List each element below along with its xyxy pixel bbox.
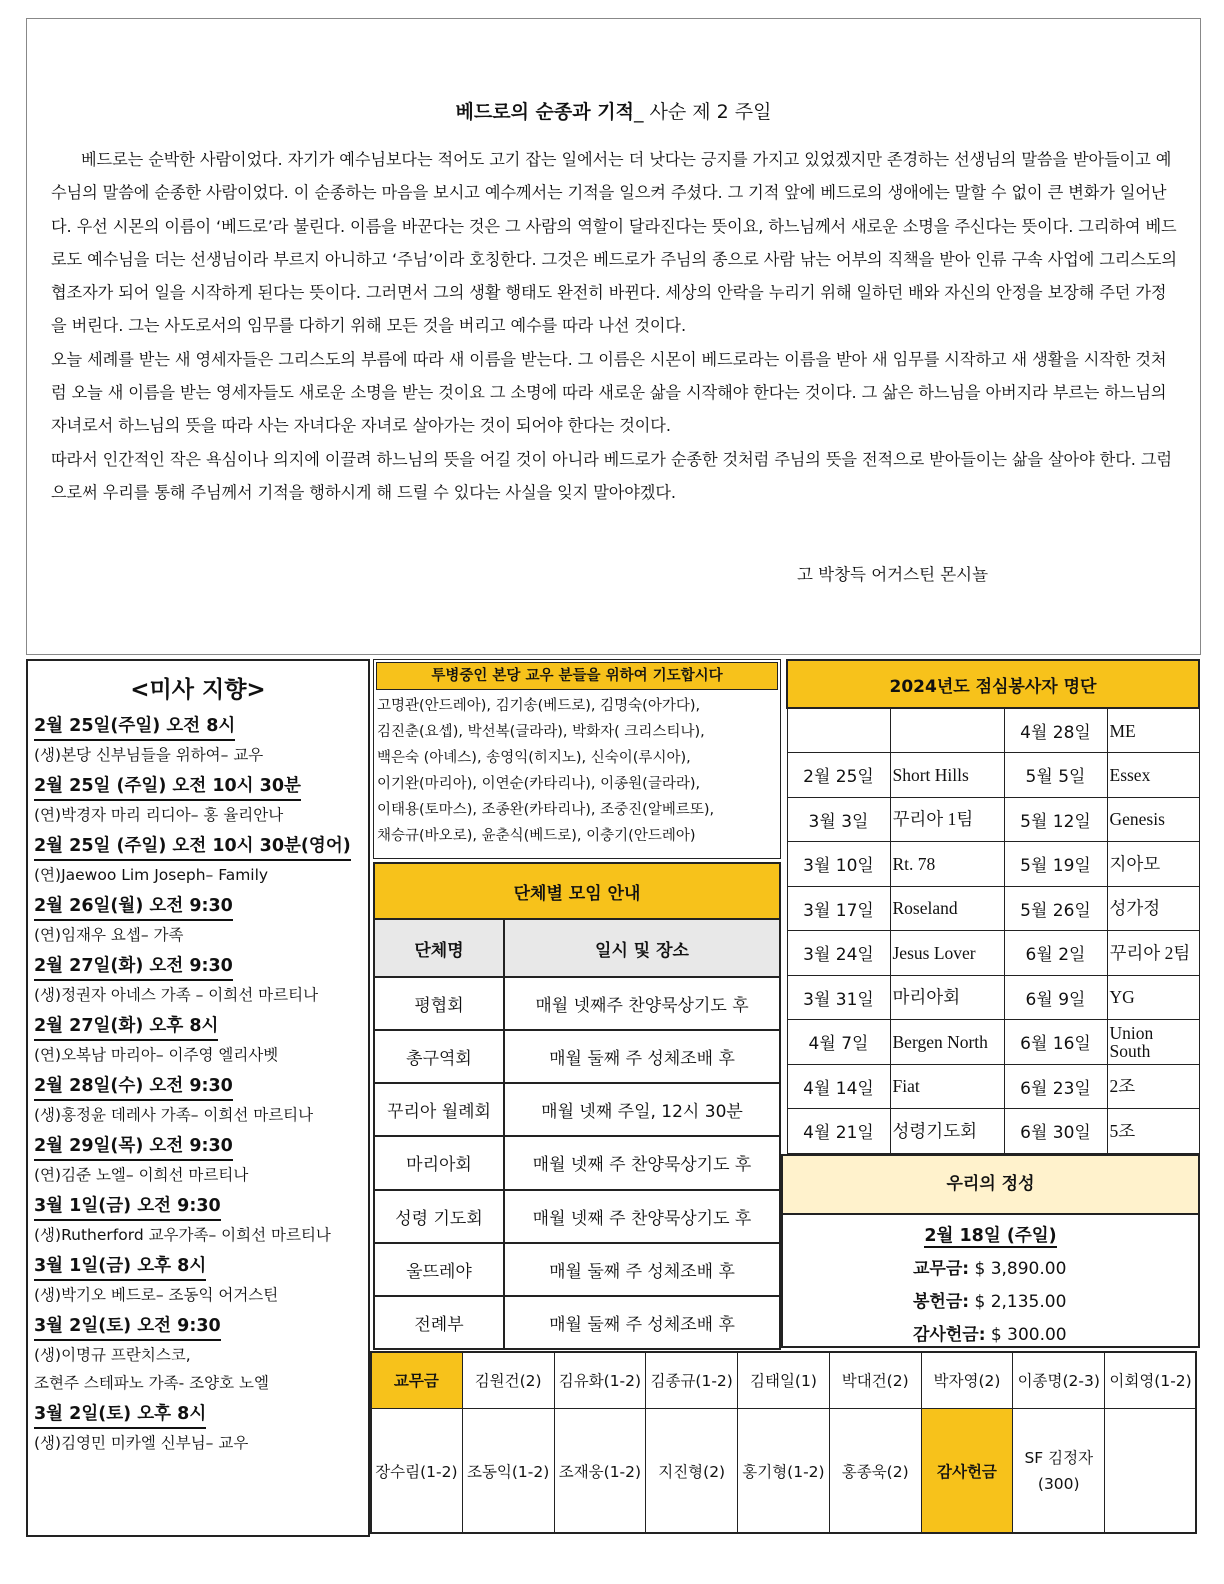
groups-col-name: 단체명 <box>374 919 504 977</box>
lunch-team: Genesis <box>1107 797 1199 842</box>
offering-value: $ 300.00 <box>990 1325 1067 1345</box>
lunch-date <box>787 708 890 753</box>
donor-cell: 김유화(1-2) <box>554 1352 646 1409</box>
mass-intention: (생)Rutherford 교우가족– 이희선 마르티나 <box>34 1226 331 1244</box>
lunch-team: Roseland <box>890 886 1004 931</box>
mass-intention: (생)박기오 베드로– 조동익 어거스틴 <box>34 1286 279 1304</box>
reflection-author: 고 박창득 어거스틴 몬시뇰 <box>797 565 989 584</box>
mass-entry <box>34 1129 370 1189</box>
mass-date: 3월 2일(토) 오전 9:30 <box>34 1313 221 1341</box>
prayer-names <box>377 693 777 849</box>
lunch-team: 꾸리아 1팀 <box>890 797 1004 842</box>
lunch-team: 2조 <box>1107 1064 1199 1109</box>
mass-date: 3월 1일(금) 오후 8시 <box>34 1253 206 1281</box>
mass-entry <box>34 1397 370 1457</box>
mass-intention: (연)김준 노엘– 이희선 마르티나 <box>34 1166 249 1184</box>
lunch-date: 5월 5일 <box>1004 753 1107 798</box>
mass-date: 2월 27일(화) 오후 8시 <box>34 1013 218 1041</box>
table-row <box>787 886 1199 931</box>
mass-intention: (생)본당 신부님들을 위하여– 교우 <box>34 746 264 764</box>
table-row <box>787 842 1199 887</box>
mass-intention: (연)박경자 마리 리디아– 홍 율리안나 <box>34 806 284 824</box>
lunch-date: 4월 14일 <box>787 1064 890 1109</box>
reflection-title-main: 베드로의 순종과 기적 <box>455 101 634 123</box>
offering-line-thanks <box>913 1320 1067 1345</box>
thanks-donor-name: SF 김정자 <box>1024 1448 1094 1467</box>
group-when: 매월 넷째주 찬양묵상기도 후 <box>504 977 780 1030</box>
mass-date: 2월 28일(수) 오전 9:30 <box>34 1073 233 1101</box>
lunch-team: Rt. 78 <box>890 842 1004 887</box>
donors-table <box>370 1351 1197 1534</box>
mass-title: <미사 지향> <box>130 677 266 703</box>
group-name: 꾸리아 월례회 <box>374 1083 504 1136</box>
group-when: 매월 넷째 주 찬양묵상기도 후 <box>504 1136 780 1189</box>
table-row <box>787 797 1199 842</box>
mass-date: 2월 29일(목) 오전 9:30 <box>34 1133 233 1161</box>
lunch-date: 6월 23일 <box>1004 1064 1107 1109</box>
table-row <box>371 1352 1197 1409</box>
lunch-team: Short Hills <box>890 753 1004 798</box>
offering-date <box>783 1222 1198 1247</box>
mass-date: 2월 25일 (주일) 오전 10시 30분 <box>34 773 301 801</box>
lunch-team: ME <box>1107 708 1199 753</box>
lunch-heading: 2024년도 점심봉사자 명단 <box>787 660 1199 708</box>
donors-box <box>370 1351 1197 1534</box>
donor-cell: 조동익(1-2) <box>462 1408 554 1533</box>
mass-entry <box>34 829 370 889</box>
mass-entry <box>34 889 370 949</box>
lunch-team: 지아모 <box>1107 842 1199 887</box>
offering-line-collection <box>913 1287 1066 1312</box>
lunch-team: Union South <box>1107 1020 1199 1065</box>
mass-entry <box>34 769 370 829</box>
lunch-date: 6월 9일 <box>1004 975 1107 1020</box>
lunch-date: 4월 21일 <box>787 1109 890 1154</box>
mass-entry <box>34 1069 370 1129</box>
offering-line-dues <box>913 1254 1066 1279</box>
lunch-date: 6월 30일 <box>1004 1109 1107 1154</box>
reflection-title-sub: _ 사순 제 2 주일 <box>633 101 772 123</box>
donor-cell: 지진형(2) <box>646 1408 738 1533</box>
donor-cell: 김태일(1) <box>738 1352 830 1409</box>
mass-list <box>34 709 370 1457</box>
group-when: 매월 둘째 주 성체조배 후 <box>504 1243 780 1296</box>
donor-cell: 홍기형(1-2) <box>738 1408 830 1533</box>
prayer-line: 이기완(마리아), 이연순(카타리나), 이종원(글라라), <box>377 776 701 792</box>
donor-cell: 박자영(2) <box>921 1352 1013 1409</box>
mass-entry <box>34 1249 370 1309</box>
mass-intention: (연)Jaewoo Lim Joseph– Family <box>34 866 269 884</box>
group-when: 매월 둘째 주 성체조배 후 <box>504 1030 780 1083</box>
thanks-donor-cell <box>1013 1408 1105 1533</box>
table-row <box>787 1020 1199 1065</box>
mass-intention: (연)오복남 마리아– 이주영 엘리사벳 <box>34 1046 279 1064</box>
lunch-team: 마리아회 <box>890 975 1004 1020</box>
prayer-box <box>373 659 781 859</box>
lunch-volunteers-box <box>786 659 1200 1149</box>
table-row <box>374 1243 780 1296</box>
lunch-team: Bergen North <box>890 1020 1004 1065</box>
offering-value: $ 2,135.00 <box>974 1292 1067 1312</box>
table-row <box>374 1083 780 1136</box>
empty-cell <box>1105 1408 1197 1533</box>
mass-date: 2월 27일(화) 오전 9:30 <box>34 953 233 981</box>
table-row <box>374 1296 780 1349</box>
lunch-date: 3월 17일 <box>787 886 890 931</box>
lunch-date: 5월 26일 <box>1004 886 1107 931</box>
donor-cell: 박대건(2) <box>829 1352 921 1409</box>
donor-cell: 조재웅(1-2) <box>554 1408 646 1533</box>
prayer-line: 백은숙 (아녜스), 송영익(히지노), 신숙이(루시아), <box>377 750 691 766</box>
mass-entry <box>34 709 370 769</box>
mass-entry <box>34 949 370 1009</box>
table-row <box>374 1190 780 1243</box>
lunch-team: Essex <box>1107 753 1199 798</box>
lunch-date: 4월 7일 <box>787 1020 890 1065</box>
group-name: 평협회 <box>374 977 504 1030</box>
reflection-paragraph: 베드로는 순박한 사람이었다. 자기가 예수님보다는 적어도 고기 잡는 일에서는 더 낫다는 긍지를 가지고 있었겠지만 존경하는 선생님의 말씀을 받아들이고 예수님의 말씀에 순종한 사람이었다. 이 순종하는 마음을 보시고 예수께서는 기적을 일으켜 주셨다. 그 기적 앞에 베드로의 생애에는 말할 수 없이 큰 변화가 일어난다. 우선 시몬의 이름이 ‘베드로’라 불린다. 이름을 바꾼다는 것은 그 사람의 역할이 달라진다는 뜻이요, 하느님께서 새로운 소명을 주신다는 뜻이다. 그리하여 베드로도 예수님을 더는 선생님이라 부르지 아니하고 ‘주님’이라 호칭한다. 그것은 베드로가 주님의 종으로 사람 낚는 어부의 직책을 받아 인류 구속 사업에 그리스도의 협조자가 되어 일을 시작하게 된다는 뜻이다. 그러면서 그의 생활 행태도 완전히 바뀐다. 세상의 안락을 누리기 위해 일하던 배와 자신의 안정을 보장해 주던 가정을 버린다. 그는 사도로서의 임무를 다하기 위해 모든 것을 버리고 예수를 따라 나선 것이다. <box>51 150 1177 336</box>
offering-value: $ 3,890.00 <box>974 1259 1067 1279</box>
prayer-line: 채승규(바오로), 윤춘식(베드로), 이충기(안드레아) <box>377 828 696 844</box>
donor-cell: 김원건(2) <box>462 1352 554 1409</box>
thanks-label: 감사헌금 <box>921 1408 1013 1533</box>
lunch-date: 2월 25일 <box>787 753 890 798</box>
thanks-donor-amount: (300) <box>1037 1474 1080 1493</box>
lunch-team: 성령기도회 <box>890 1109 1004 1154</box>
reflection-paragraph: 오늘 세례를 받는 새 영세자들은 그리스도의 부름에 따라 새 이름을 받는다. 그 이름은 시몬이 베드로라는 이름을 받아 새 임무를 시작하고 새 생활을 시작한 것처럼 오늘 새 이름을 받는 영세자들도 새로운 소명을 받는 것이요 그 소명에 따라 새로운 삶을 시작해야 한다는 것이다. 그 삶은 하느님을 아버지라 부르는 하느님의 자녀로서 하느님의 뜻을 따라 사는 자녀다운 자녀로 살아가는 것이 되어야 한다는 것이다. <box>51 349 1167 436</box>
mass-entry <box>34 1009 370 1069</box>
table-row <box>787 1109 1199 1154</box>
lunch-date: 5월 12일 <box>1004 797 1107 842</box>
prayer-heading: 투병중인 본당 교우 분들을 위하여 기도합시다 <box>376 662 778 690</box>
mass-intention: (생)홍정윤 데레사 가족– 이희선 마르티나 <box>34 1106 314 1124</box>
mass-date: 2월 26일(월) 오전 9:30 <box>34 893 233 921</box>
reflection-title <box>27 97 1200 124</box>
mass-date: 2월 25일(주일) 오전 8시 <box>34 713 235 741</box>
lunch-date: 3월 3일 <box>787 797 890 842</box>
group-when: 매월 넷째 주 찬양묵상기도 후 <box>504 1190 780 1243</box>
table-row <box>787 975 1199 1020</box>
table-row <box>787 1064 1199 1109</box>
groups-table <box>373 862 781 1350</box>
mass-intention: (생)김영민 미카엘 신부님– 교우 <box>34 1434 249 1452</box>
table-row <box>787 931 1199 976</box>
groups-col-when: 일시 및 장소 <box>504 919 780 977</box>
offering-label: 봉헌금: <box>913 1292 970 1312</box>
lunch-table <box>786 659 1200 1154</box>
donor-cell: 이회영(1-2) <box>1105 1352 1197 1409</box>
mass-entry <box>34 1309 370 1397</box>
group-name: 마리아회 <box>374 1136 504 1189</box>
mass-intention: 조현주 스테파노 가족- 조양호 노엘 <box>34 1374 269 1392</box>
lunch-date: 5월 19일 <box>1004 842 1107 887</box>
groups-heading: 단체별 모임 안내 <box>374 863 780 919</box>
table-row <box>787 708 1199 753</box>
lunch-team: 5조 <box>1107 1109 1199 1154</box>
lunch-team: YG <box>1107 975 1199 1020</box>
group-name: 전례부 <box>374 1296 504 1349</box>
mass-date: 3월 2일(토) 오후 8시 <box>34 1401 206 1429</box>
lunch-date: 3월 10일 <box>787 842 890 887</box>
lunch-date: 6월 2일 <box>1004 931 1107 976</box>
mass-intention: (생)정권자 아네스 가족 – 이희선 마르티나 <box>34 986 319 1004</box>
table-row <box>371 1408 1197 1533</box>
lunch-team: 꾸리아 2팀 <box>1107 931 1199 976</box>
offering-box <box>781 1154 1200 1348</box>
reflection-paragraph: 따라서 인간적인 작은 욕심이나 의지에 이끌려 하느님의 뜻을 어길 것이 아니라 베드로가 순종한 것처럼 주님의 뜻을 전적으로 받아들이는 삶을 살아야 한다. 그럼으로써 우리를 통해 주님께서 기적을 행하시게 해 드릴 수 있다는 사실을 잊지 말아야겠다. <box>51 449 1172 502</box>
mass-intention: (생)이명규 프란치스코, <box>34 1346 191 1364</box>
donor-cell: 홍종욱(2) <box>829 1408 921 1533</box>
dues-label: 교무금 <box>371 1352 463 1409</box>
mass-intention: (연)임재우 요셉– 가족 <box>34 926 184 944</box>
group-name: 총구역회 <box>374 1030 504 1083</box>
prayer-line: 이태용(토마스), 조종완(카타리나), 조중진(알베르또), <box>377 802 715 818</box>
lunch-date: 3월 24일 <box>787 931 890 976</box>
lunch-team: Fiat <box>890 1064 1004 1109</box>
mass-intentions-box <box>26 659 370 1537</box>
lunch-date: 4월 28일 <box>1004 708 1107 753</box>
offering-heading: 우리의 정성 <box>783 1156 1198 1215</box>
offering-date-text: 2월 18일 (주일) <box>924 1226 1057 1246</box>
lunch-team <box>890 708 1004 753</box>
offering-label: 교무금: <box>913 1259 970 1279</box>
groups-box <box>373 862 781 1350</box>
mass-entry <box>34 1189 370 1249</box>
table-row <box>787 753 1199 798</box>
table-row <box>374 1030 780 1083</box>
lunch-date: 3월 31일 <box>787 975 890 1020</box>
table-row <box>374 977 780 1030</box>
mass-date: 2월 25일 (주일) 오전 10시 30분(영어) <box>34 833 351 861</box>
lunch-team: 성가정 <box>1107 886 1199 931</box>
donor-cell: 이종명(2-3) <box>1013 1352 1105 1409</box>
offering-label: 감사헌금: <box>913 1325 986 1345</box>
reflection-box <box>26 18 1201 655</box>
group-name: 울뜨레야 <box>374 1243 504 1296</box>
donor-cell: 김종규(1-2) <box>646 1352 738 1409</box>
group-when: 매월 넷째 주일, 12시 30분 <box>504 1083 780 1136</box>
prayer-line: 김진춘(요셉), 박선복(글라라), 박화자( 크리스티나), <box>377 724 705 740</box>
prayer-line: 고명관(안드레아), 김기송(베드로), 김명숙(아가다), <box>377 698 701 714</box>
group-when: 매월 둘째 주 성체조배 후 <box>504 1296 780 1349</box>
table-row <box>374 1136 780 1189</box>
donor-cell: 장수림(1-2) <box>371 1408 463 1533</box>
lunch-date: 6월 16일 <box>1004 1020 1107 1065</box>
mass-date: 3월 1일(금) 오전 9:30 <box>34 1193 221 1221</box>
group-name: 성령 기도회 <box>374 1190 504 1243</box>
reflection-body <box>51 143 1181 509</box>
lunch-team: Jesus Lover <box>890 931 1004 976</box>
